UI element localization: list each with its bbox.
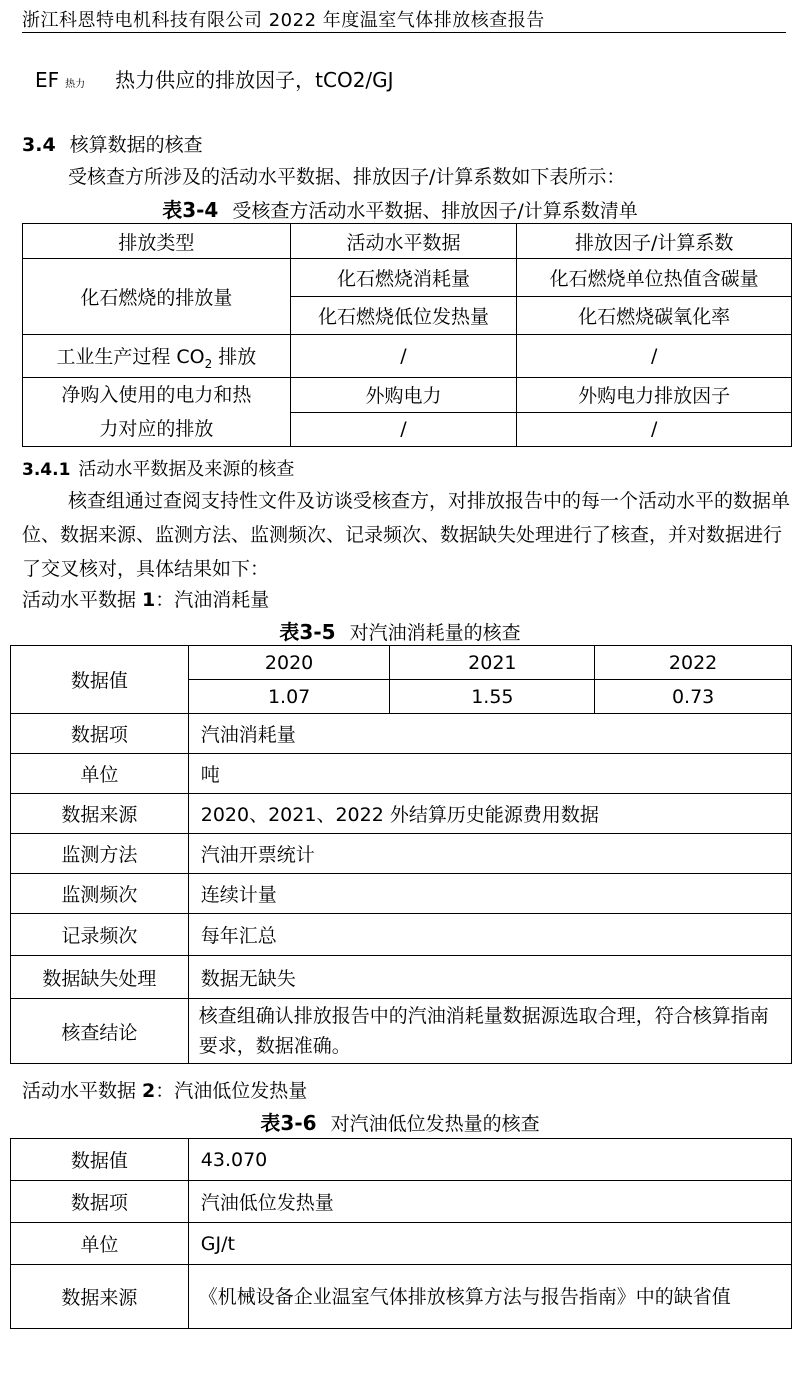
table-row (11, 1223, 792, 1265)
table-3-6 (10, 1138, 792, 1329)
caption-number: 表3-4 (162, 198, 219, 222)
caption-number: 表3-5 (279, 620, 336, 644)
factor-cell: / (517, 412, 792, 447)
row-label: 记录频次 (11, 914, 189, 956)
section-number: 3.4.1 (22, 460, 71, 480)
header-cell: 活动水平数据 (290, 224, 517, 259)
emission-type-cell (23, 335, 291, 378)
caption-text: 受核查方活动水平数据、排放因子/计算系数清单 (232, 200, 638, 222)
table-3-6-caption (0, 1107, 800, 1136)
table-3-4 (22, 223, 792, 447)
factor-cell: 外购电力排放因子 (517, 378, 792, 413)
table-row (23, 335, 792, 378)
header-cell: 排放类型 (23, 224, 291, 259)
table-row (11, 956, 792, 999)
table-row (11, 1265, 792, 1329)
label-text: 活动水平数据 (22, 1080, 143, 1102)
type-text: 工业生产过程 CO (56, 345, 205, 368)
activity-2-label (22, 1076, 307, 1103)
table-row (11, 914, 792, 956)
row-value: 吨 (188, 754, 791, 794)
row-value: 汽油消耗量 (188, 714, 791, 754)
caption-text: 对汽油低位发热量的核查 (330, 1113, 540, 1135)
type-text: 排放 (212, 345, 257, 368)
row-label: 数据项 (11, 714, 189, 754)
year-cell: 2020 (188, 646, 390, 680)
header-divider (22, 32, 786, 33)
table-row (23, 259, 792, 297)
activity-data-cell: / (290, 412, 517, 447)
row-value: 汽油开票统计 (188, 834, 791, 874)
type-line: 净购入使用的电力和热 (61, 384, 252, 406)
table-row (11, 794, 792, 834)
label-text: ：汽油低位发热量 (155, 1080, 308, 1102)
table-row (11, 714, 792, 754)
ef-definition (35, 64, 394, 93)
caption-text: 对汽油消耗量的核查 (349, 622, 521, 644)
section-3-4-intro: 受核查方所涉及的活动水平数据、排放因子/计算系数如下表所示： (68, 166, 626, 188)
ef-description: 热力供应的排放因子，tCO2/GJ (115, 68, 394, 92)
row-label: 核查结论 (11, 999, 189, 1064)
row-value: GJ/t (188, 1223, 791, 1265)
row-label: 数据缺失处理 (11, 956, 189, 999)
activity-data-cell: 外购电力 (290, 378, 517, 413)
row-value: 连续计量 (188, 874, 791, 914)
table-row (23, 378, 792, 413)
row-value: 《机械设备企业温室气体排放核算方法与报告指南》中的缺省值 (188, 1265, 791, 1329)
table-row (11, 999, 792, 1064)
row-label: 监测方法 (11, 834, 189, 874)
section-3-4-1-heading (22, 455, 294, 481)
value-cell: 1.55 (390, 680, 595, 714)
row-label: 数据值 (11, 646, 189, 714)
factor-cell: 化石燃烧单位热值含碳量 (517, 259, 792, 297)
factor-cell: 化石燃烧碳氧化率 (517, 297, 792, 335)
row-label: 数据项 (11, 1181, 189, 1223)
header-cell: 排放因子/计算系数 (517, 224, 792, 259)
section-title: 活动水平数据及来源的核查 (78, 459, 295, 480)
section-title: 核算数据的核查 (69, 134, 203, 156)
label-number: 2 (142, 1080, 156, 1102)
table-row (11, 754, 792, 794)
year-cell: 2021 (390, 646, 595, 680)
activity-data-cell: / (290, 335, 517, 378)
table-row (11, 874, 792, 914)
value-cell: 1.07 (188, 680, 390, 714)
row-value: 2020、2021、2022 外结算历史能源费用数据 (188, 794, 791, 834)
table-row (11, 1181, 792, 1223)
table-3-4-caption (0, 194, 800, 223)
row-value: 43.070 (188, 1139, 791, 1181)
emission-type-cell: 化石燃烧的排放量 (23, 259, 291, 335)
row-label: 监测频次 (11, 874, 189, 914)
section-3-4-1-paragraph: 核查组通过查阅支持性文件及访谈受核查方，对排放报告中的每一个活动水平的数据单位、数据来源、监测方法、监测频次、记录频次、数据缺失处理进行了核查，并对数据进行了交叉核对，具体结果如下： (22, 490, 791, 580)
ef-subscript: 热力 (65, 79, 86, 90)
row-value: 数据无缺失 (188, 956, 791, 999)
year-cell: 2022 (595, 646, 792, 680)
row-label: 单位 (11, 1223, 189, 1265)
type-line: 力对应的排放 (99, 418, 214, 440)
caption-number: 表3-6 (260, 1111, 317, 1135)
table-row (11, 834, 792, 874)
emission-type-cell (23, 378, 291, 447)
factor-cell: / (517, 335, 792, 378)
activity-data-cell: 化石燃烧低位发热量 (290, 297, 517, 335)
table-row (11, 646, 792, 680)
activity-1-label (22, 585, 269, 612)
label-text: ：汽油消耗量 (155, 589, 270, 611)
ef-symbol: EF (35, 68, 60, 92)
row-label: 数据来源 (11, 1265, 189, 1329)
section-number: 3.4 (22, 134, 56, 156)
row-value: 汽油低位发热量 (188, 1181, 791, 1223)
label-number: 1 (142, 589, 156, 611)
page-header: 浙江科恩特电机科技有限公司 2022 年度温室气体排放核查报告 (22, 10, 545, 31)
row-label: 数据来源 (11, 794, 189, 834)
table-3-5-caption (0, 616, 800, 645)
row-value: 每年汇总 (188, 914, 791, 956)
activity-data-cell: 化石燃烧消耗量 (290, 259, 517, 297)
row-value: 核查组确认排放报告中的汽油消耗量数据源选取合理，符合核算指南要求，数据准确。 (188, 999, 791, 1064)
row-label: 数据值 (11, 1139, 189, 1181)
table-header-row (23, 224, 792, 259)
row-label: 单位 (11, 754, 189, 794)
table-row (11, 1139, 792, 1181)
value-cell: 0.73 (595, 680, 792, 714)
label-text: 活动水平数据 (22, 589, 143, 611)
section-3-4-heading (22, 130, 203, 157)
table-3-5 (10, 645, 792, 1064)
co2-subscript: 2 (204, 356, 213, 371)
